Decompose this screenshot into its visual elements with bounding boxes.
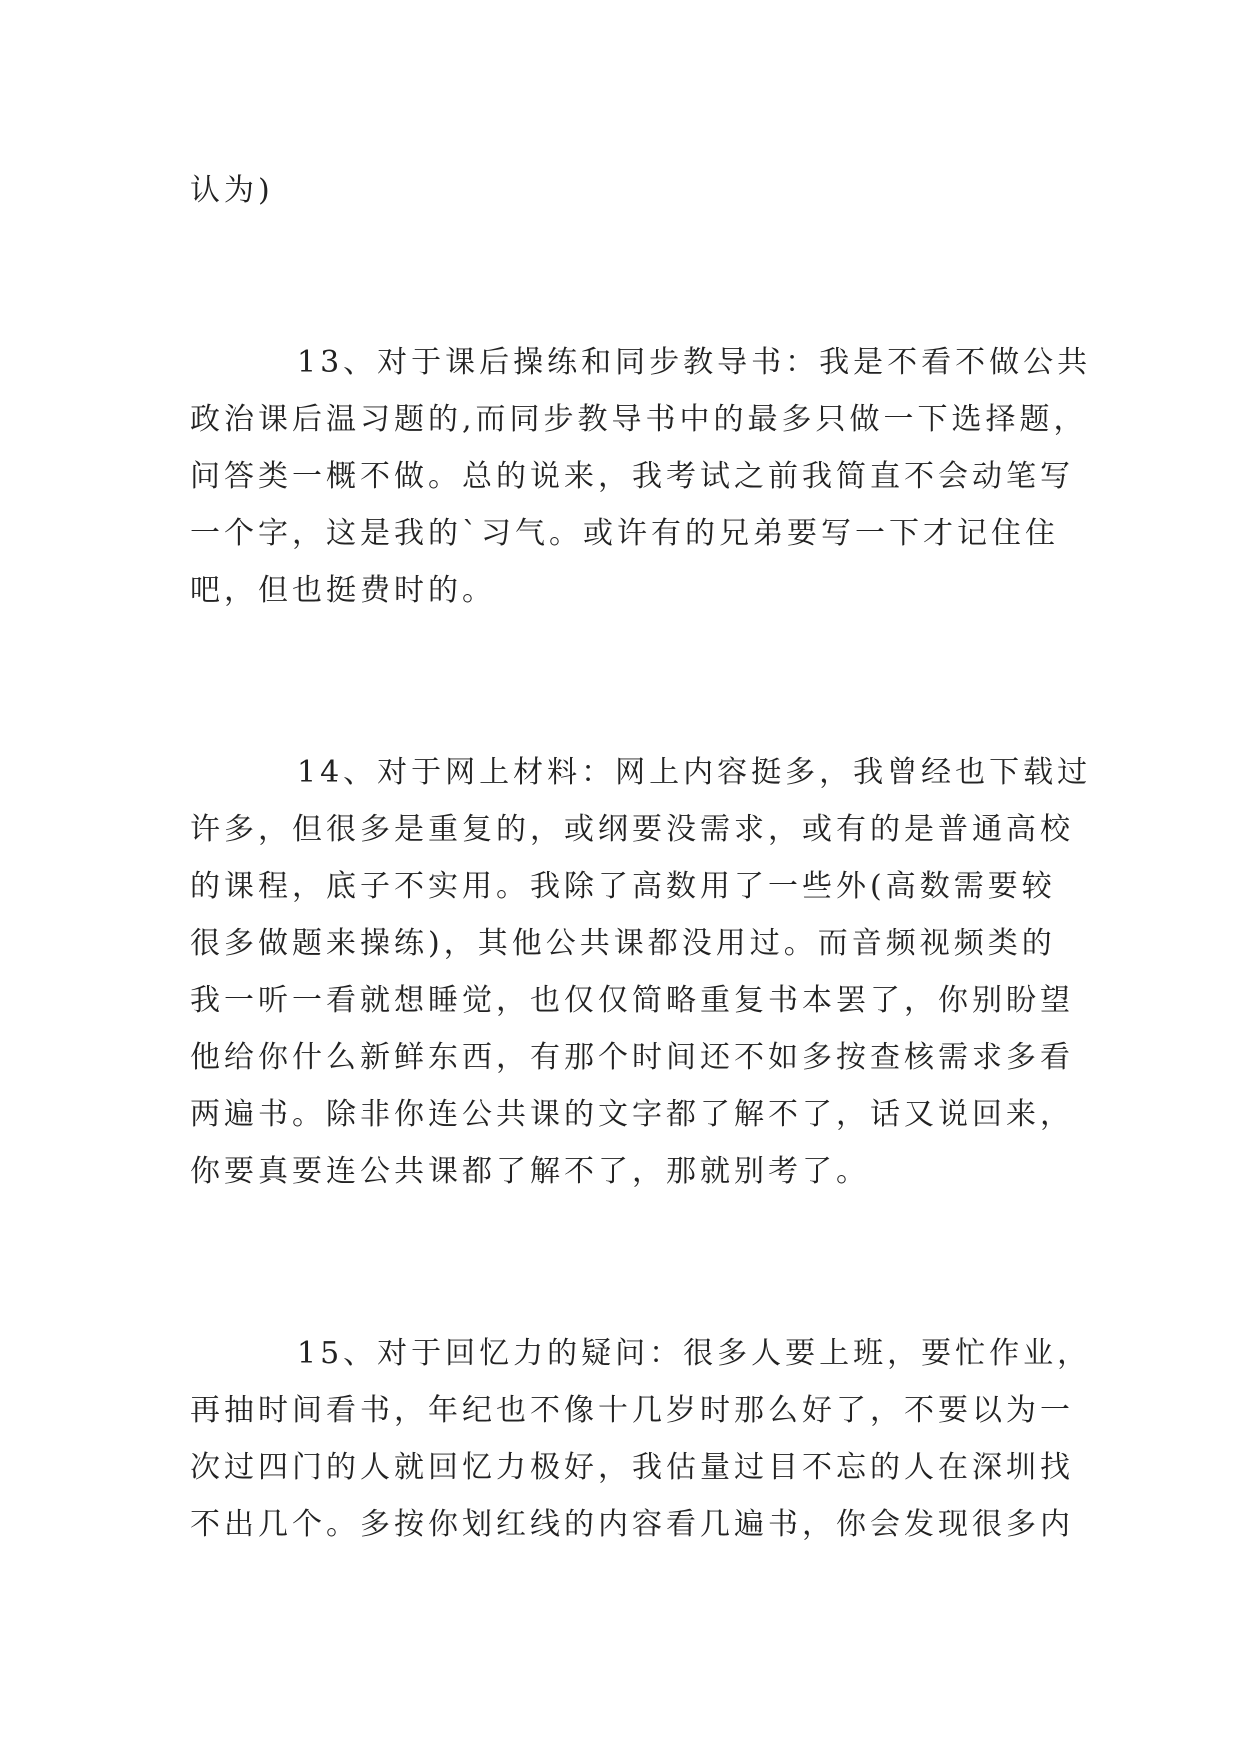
paragraph-line: 的课程，底子不实用。我除了高数用了一些外(高数需要较 <box>190 869 1056 904</box>
paragraph-line: 一个字，这是我的`习气。或许有的兄弟要写一下才记住住 <box>190 516 1059 551</box>
continued-paragraph <box>190 162 1065 219</box>
paragraph-line: 次过四门的人就回忆力极好，我估量过目不忘的人在深圳找 <box>190 1450 1074 1485</box>
paragraph-line: 许多，但很多是重复的，或纲要没需求，或有的是普通高校 <box>190 812 1074 847</box>
paragraph-line: 15、对于回忆力的疑问：很多人要上班，要忙作业， <box>297 1336 1092 1371</box>
paragraph-item-14 <box>190 744 1092 1200</box>
paragraph-line: 吧，但也挺费时的。 <box>190 573 496 608</box>
paragraph-line: 问答类一概不做。总的说来，我考试之前我简直不会动笔写 <box>190 459 1074 494</box>
paragraph-line: 你要真要连公共课都了解不了，那就别考了。 <box>190 1154 870 1189</box>
paragraph-line: 认为) <box>190 173 274 208</box>
paragraph-line: 我一听一看就想睡觉，也仅仅简略重复书本罢了，你别盼望 <box>190 983 1074 1018</box>
paragraph-line: 13、对于课后操练和同步教导书：我是不看不做公共 <box>297 345 1092 380</box>
paragraph-line: 14、对于网上材料：网上内容挺多，我曾经也下载过 <box>297 755 1092 790</box>
paragraph-line: 两遍书。除非你连公共课的文字都了解不了，话又说回来， <box>190 1097 1074 1132</box>
paragraph-line: 不出几个。多按你划红线的内容看几遍书，你会发现很多内 <box>190 1507 1074 1542</box>
paragraph-line: 很多做题来操练)，其他公共课都没用过。而音频视频类的 <box>190 926 1056 961</box>
paragraph-line: 他给你什么新鲜东西，有那个时间还不如多按查核需求多看 <box>190 1040 1074 1075</box>
paragraph-line: 政治课后温习题的,而同步教导书中的最多只做一下选择题， <box>190 402 1088 437</box>
paragraph-item-13 <box>190 334 1092 619</box>
paragraph-line: 再抽时间看书，年纪也不像十几岁时那么好了，不要以为一 <box>190 1393 1074 1428</box>
paragraph-item-15 <box>190 1325 1092 1553</box>
